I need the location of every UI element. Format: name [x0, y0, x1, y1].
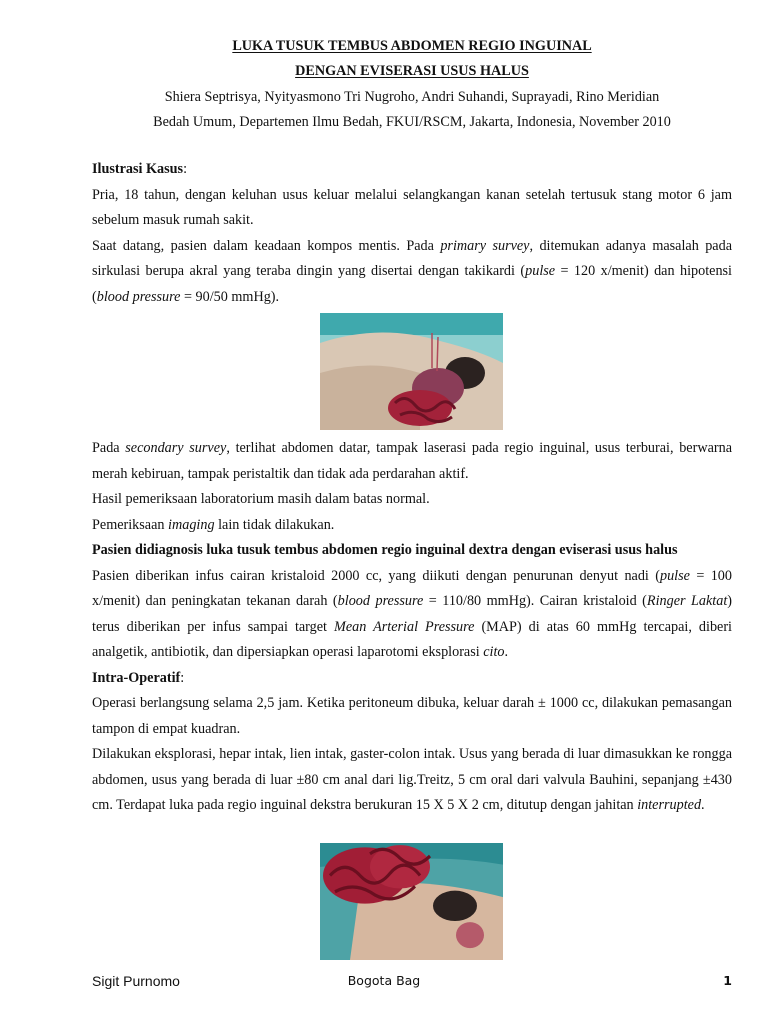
- footer-title: Bogota Bag: [347, 973, 421, 988]
- intraop-paragraph-2: Dilakukan eksplorasi, hepar intak, lien intak, gaster-colon intak. Usus yang berada di luar dimasukkan ke rongga abdomen, usus yang berada di luar ±80 cm anal dari lig.Treitz, 5 cm oral dari valvula Bauhini, sepanjang ±430 cm. Terdapat luka pada regio inguinal dekstra berukuran 15 X 5 X 2 cm, ditutup dengan jahitan interrupted.: [92, 746, 732, 813]
- secondary-section: [92, 436, 732, 819]
- title-line-1: LUKA TUSUK TEMBUS ABDOMEN REGIO INGUINAL: [232, 38, 592, 54]
- authors: Shiera Septrisya, Nyityasmono Tri Nugroho, Andri Suhandi, Suprayadi, Rino Meridian: [164, 89, 660, 105]
- affiliation: Bedah Umum, Departemen Ilmu Bedah, FKUI/RSCM, Jakarta, Indonesia, November 2010: [153, 114, 671, 130]
- case-paragraph-1: Pria, 18 tahun, dengan keluhan usus keluar melalui selangkangan kanan setelah tertusuk stang motor 6 jam sebelum masuk rumah sakit.: [92, 186, 732, 228]
- clinical-photo-intraop: [320, 843, 503, 960]
- treatment-paragraph: Pasien diberikan infus cairan kristaloid 2000 cc, yang diikuti dengan penurunan denyut nadi (pulse = 100 x/menit) dan peningkatan tekanan darah (blood pressure = 110/80 mmHg). Cairan kristaloid (Ringer Laktat) terus diberikan per infus sampai target Mean Arterial Pressure (MAP) di atas 60 mmHg tercapai, diberi analgetik, antibiotik, dan dipersiapkan operasi laparotomi eksplorasi cito.: [92, 567, 733, 660]
- intraop-heading: Intra-Operatif:: [92, 669, 185, 686]
- case-section: [92, 157, 732, 310]
- document-header: [92, 36, 732, 132]
- title-line-2: DENGAN EVISERASI USUS HALUS: [295, 63, 529, 79]
- secondary-paragraph-1: Pada secondary survey, terlihat abdomen datar, tampak laserasi pada regio inguinal, usus terburai, berwarna merah kebiruan, tampak peristaltik dan tidak ada perdarahan aktif.: [92, 440, 732, 482]
- case-paragraph-2: Saat datang, pasien dalam keadaan kompos mentis. Pada primary survey, ditemukan adanya masalah pada sirkulasi berupa akral yang teraba dingin yang disertai dengan takikardi (pulse = 120 x/menit) dan hipotensi (blood pressure = 90/50 mmHg).: [92, 237, 733, 305]
- lab-paragraph: Hasil pemeriksaan laboratorium masih dalam batas normal.: [92, 491, 430, 507]
- clinical-photo-preop: [320, 313, 503, 430]
- case-heading: Ilustrasi Kasus:: [92, 161, 188, 177]
- imaging-paragraph: Pemeriksaan imaging lain tidak dilakukan.: [92, 516, 335, 533]
- intraop-paragraph-1: Operasi berlangsung selama 2,5 jam. Ketika peritoneum dibuka, keluar darah ± 1000 cc, dilakukan pemasangan tampon di empat kuadran.: [92, 695, 732, 737]
- footer-author: Sigit Purnomo: [92, 973, 180, 989]
- page-number: 1: [723, 973, 732, 988]
- diagnosis-paragraph: Pasien didiagnosis luka tusuk tembus abdomen regio inguinal dextra dengan eviserasi usus halus: [92, 542, 678, 558]
